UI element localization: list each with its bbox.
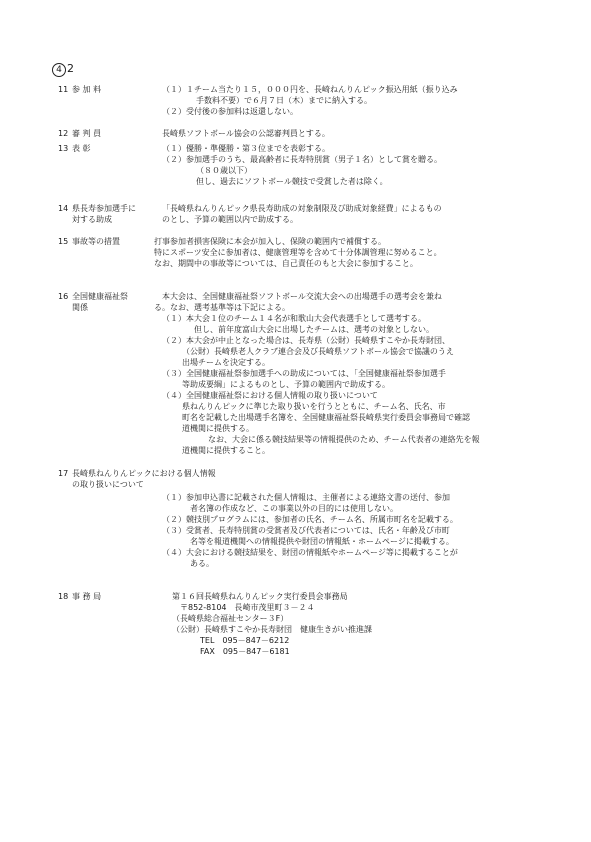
- section-number: 13: [58, 144, 69, 153]
- section-line: （１）１チーム当たり１５，０００円を、長崎ねんりんピック振込用紙（振り込み: [162, 85, 458, 94]
- section-line: （４）大会における競技結果を、財団の情報紙やホームページ等に掲載することが: [162, 548, 458, 557]
- section-line: 但し、過去にソフトボール競技で受賞した者は除く。: [196, 177, 388, 186]
- section-heading: 事故等の措置: [72, 237, 120, 246]
- section-line: （１）参加申込書に記載された個人情報は、主催者による連絡文書の送付、参加: [162, 493, 450, 502]
- section-line: 道機関に提供する。: [182, 424, 254, 433]
- section-number: 14: [58, 204, 69, 213]
- section-heading: 表 彰: [72, 144, 91, 153]
- section-heading: 長崎県ねんりんピックにおける個人情報: [72, 469, 216, 478]
- secretariat-building: （長崎県総合福祉センター３F）: [172, 614, 289, 623]
- section-line: （３）全国健康福祉祭参加選手への助成については、「全国健康福祉祭参加選手: [162, 369, 446, 378]
- section-line: 等助成要綱」によるものとし、予算の範囲内で助成する。: [182, 380, 390, 389]
- section-line: なお、期間中の事故等については、自己責任のもと大会に参加すること。: [154, 259, 418, 268]
- section-line: る。なお、選考基準等は下記による。: [154, 303, 290, 312]
- section-line: 但し、前年度富山大会に出場したチームは、選考の対象としない。: [194, 325, 434, 334]
- section-line: （１）優勝・準優勝・第３位までを表彰する。: [162, 144, 330, 153]
- section-line: （４）全国健康福祉祭における個人情報の取り扱いについて: [162, 391, 378, 400]
- section-line: 出場チームを決定する。: [182, 358, 270, 367]
- secretariat-address: 〒852-8104 長崎市茂里町３－２４: [180, 603, 315, 612]
- section-number: 16: [58, 292, 69, 301]
- section-heading-line-2: 関係: [72, 303, 88, 312]
- section-line: 長崎県ソフトボール協会の公認審判員とする。: [162, 129, 330, 138]
- section-number: 12: [58, 129, 69, 138]
- section-line: （２）参加選手のうち、最高齢者に長寿特別賞（男子１名）として賞を贈る。: [162, 155, 442, 164]
- section-line: ある。: [190, 559, 214, 568]
- secretariat-name: 第１６回長崎県ねんりんピック実行委員会事務局: [172, 592, 348, 601]
- section-line: 名等を報道機関への情報提供や財団の情報紙・ホームページに掲載する。: [190, 537, 454, 546]
- section-line: 手数料不要）で６月７日（木）までに納入する。: [196, 96, 372, 105]
- section-line: （２）競技別プログラムには、参加者の氏名、チーム名、所属市町名を記載する。: [162, 515, 458, 524]
- section-line: 道機関に提供すること。: [182, 446, 270, 455]
- section-heading-line-2: 対する助成: [72, 215, 112, 224]
- section-heading: 参 加 料: [72, 85, 102, 94]
- section-line: 本大会は、全国健康福祉祭ソフトボール交流大会への出場選手の選考会を兼ね: [162, 292, 442, 301]
- page-marker-suffix: 2: [67, 62, 74, 75]
- section-line: 県ねんりんピックに準じた取り扱いを行うとともに、チーム名、氏名、市: [182, 402, 446, 411]
- section-line: なお、大会に係る競技結果等の情報提供のため、チーム代表者の連絡先を報: [208, 435, 480, 444]
- section-heading: 全国健康福祉祭: [72, 292, 128, 301]
- section-line: 者名簿の作成など、この事業以外の目的には使用しない。: [190, 504, 398, 513]
- section-line: （８０歳以下）: [196, 166, 252, 175]
- section-heading: 事 務 局: [72, 592, 102, 601]
- section-line: （２）本大会が中止となった場合は、長寿県（公財）長崎県すこやか長寿財団、: [162, 336, 450, 345]
- section-number: 18: [58, 592, 69, 601]
- section-line: 町名を記載した出場選手名簿を、全国健康福祉祭長崎県実行委員会事務局で確認: [182, 413, 470, 422]
- section-number: 15: [58, 237, 69, 246]
- section-line: 特にスポーツ安全に参加者は、健康管理等を含めて十分体調管理に努めること。: [154, 248, 442, 257]
- page-marker-circle: 4: [52, 63, 66, 77]
- section-line: （１）本大会１位のチーム１４名が和歌山大会代表選手として選考する。: [162, 314, 426, 323]
- section-number: 11: [58, 85, 69, 94]
- page-marker: [52, 62, 74, 77]
- section-line: のとし、予算の範囲以内で助成する。: [162, 215, 298, 224]
- secretariat-fax: FAX 095－847－6181: [200, 647, 290, 656]
- section-heading: 県長寿参加選手に: [72, 204, 136, 213]
- section-heading: 審 判 員: [72, 129, 102, 138]
- section-line: （公財）長崎県老人クラブ連合会及び長崎県ソフトボール協会で協議のうえ: [182, 347, 454, 356]
- section-heading-line-2: の取り扱いについて: [72, 480, 144, 489]
- section-line: （３）受賞者、長寿特別賞の受賞者及び代表者については、氏名・年齢及び市町: [162, 526, 450, 535]
- section-line: 打事参加者損害保険に本会が加入し、保険の範囲内で補償する。: [154, 237, 386, 246]
- section-line: （２）受付後の参加料は返還しない。: [162, 107, 298, 116]
- secretariat-organization: （公財）長崎県すこやか長寿財団 健康生きがい推進課: [172, 625, 372, 634]
- secretariat-tel: TEL 095－847－6212: [200, 636, 290, 645]
- section-number: 17: [58, 469, 69, 478]
- section-line: 「長崎県ねんりんピック県長寿助成の対象制限及び助成対象経費」によるもの: [162, 204, 442, 213]
